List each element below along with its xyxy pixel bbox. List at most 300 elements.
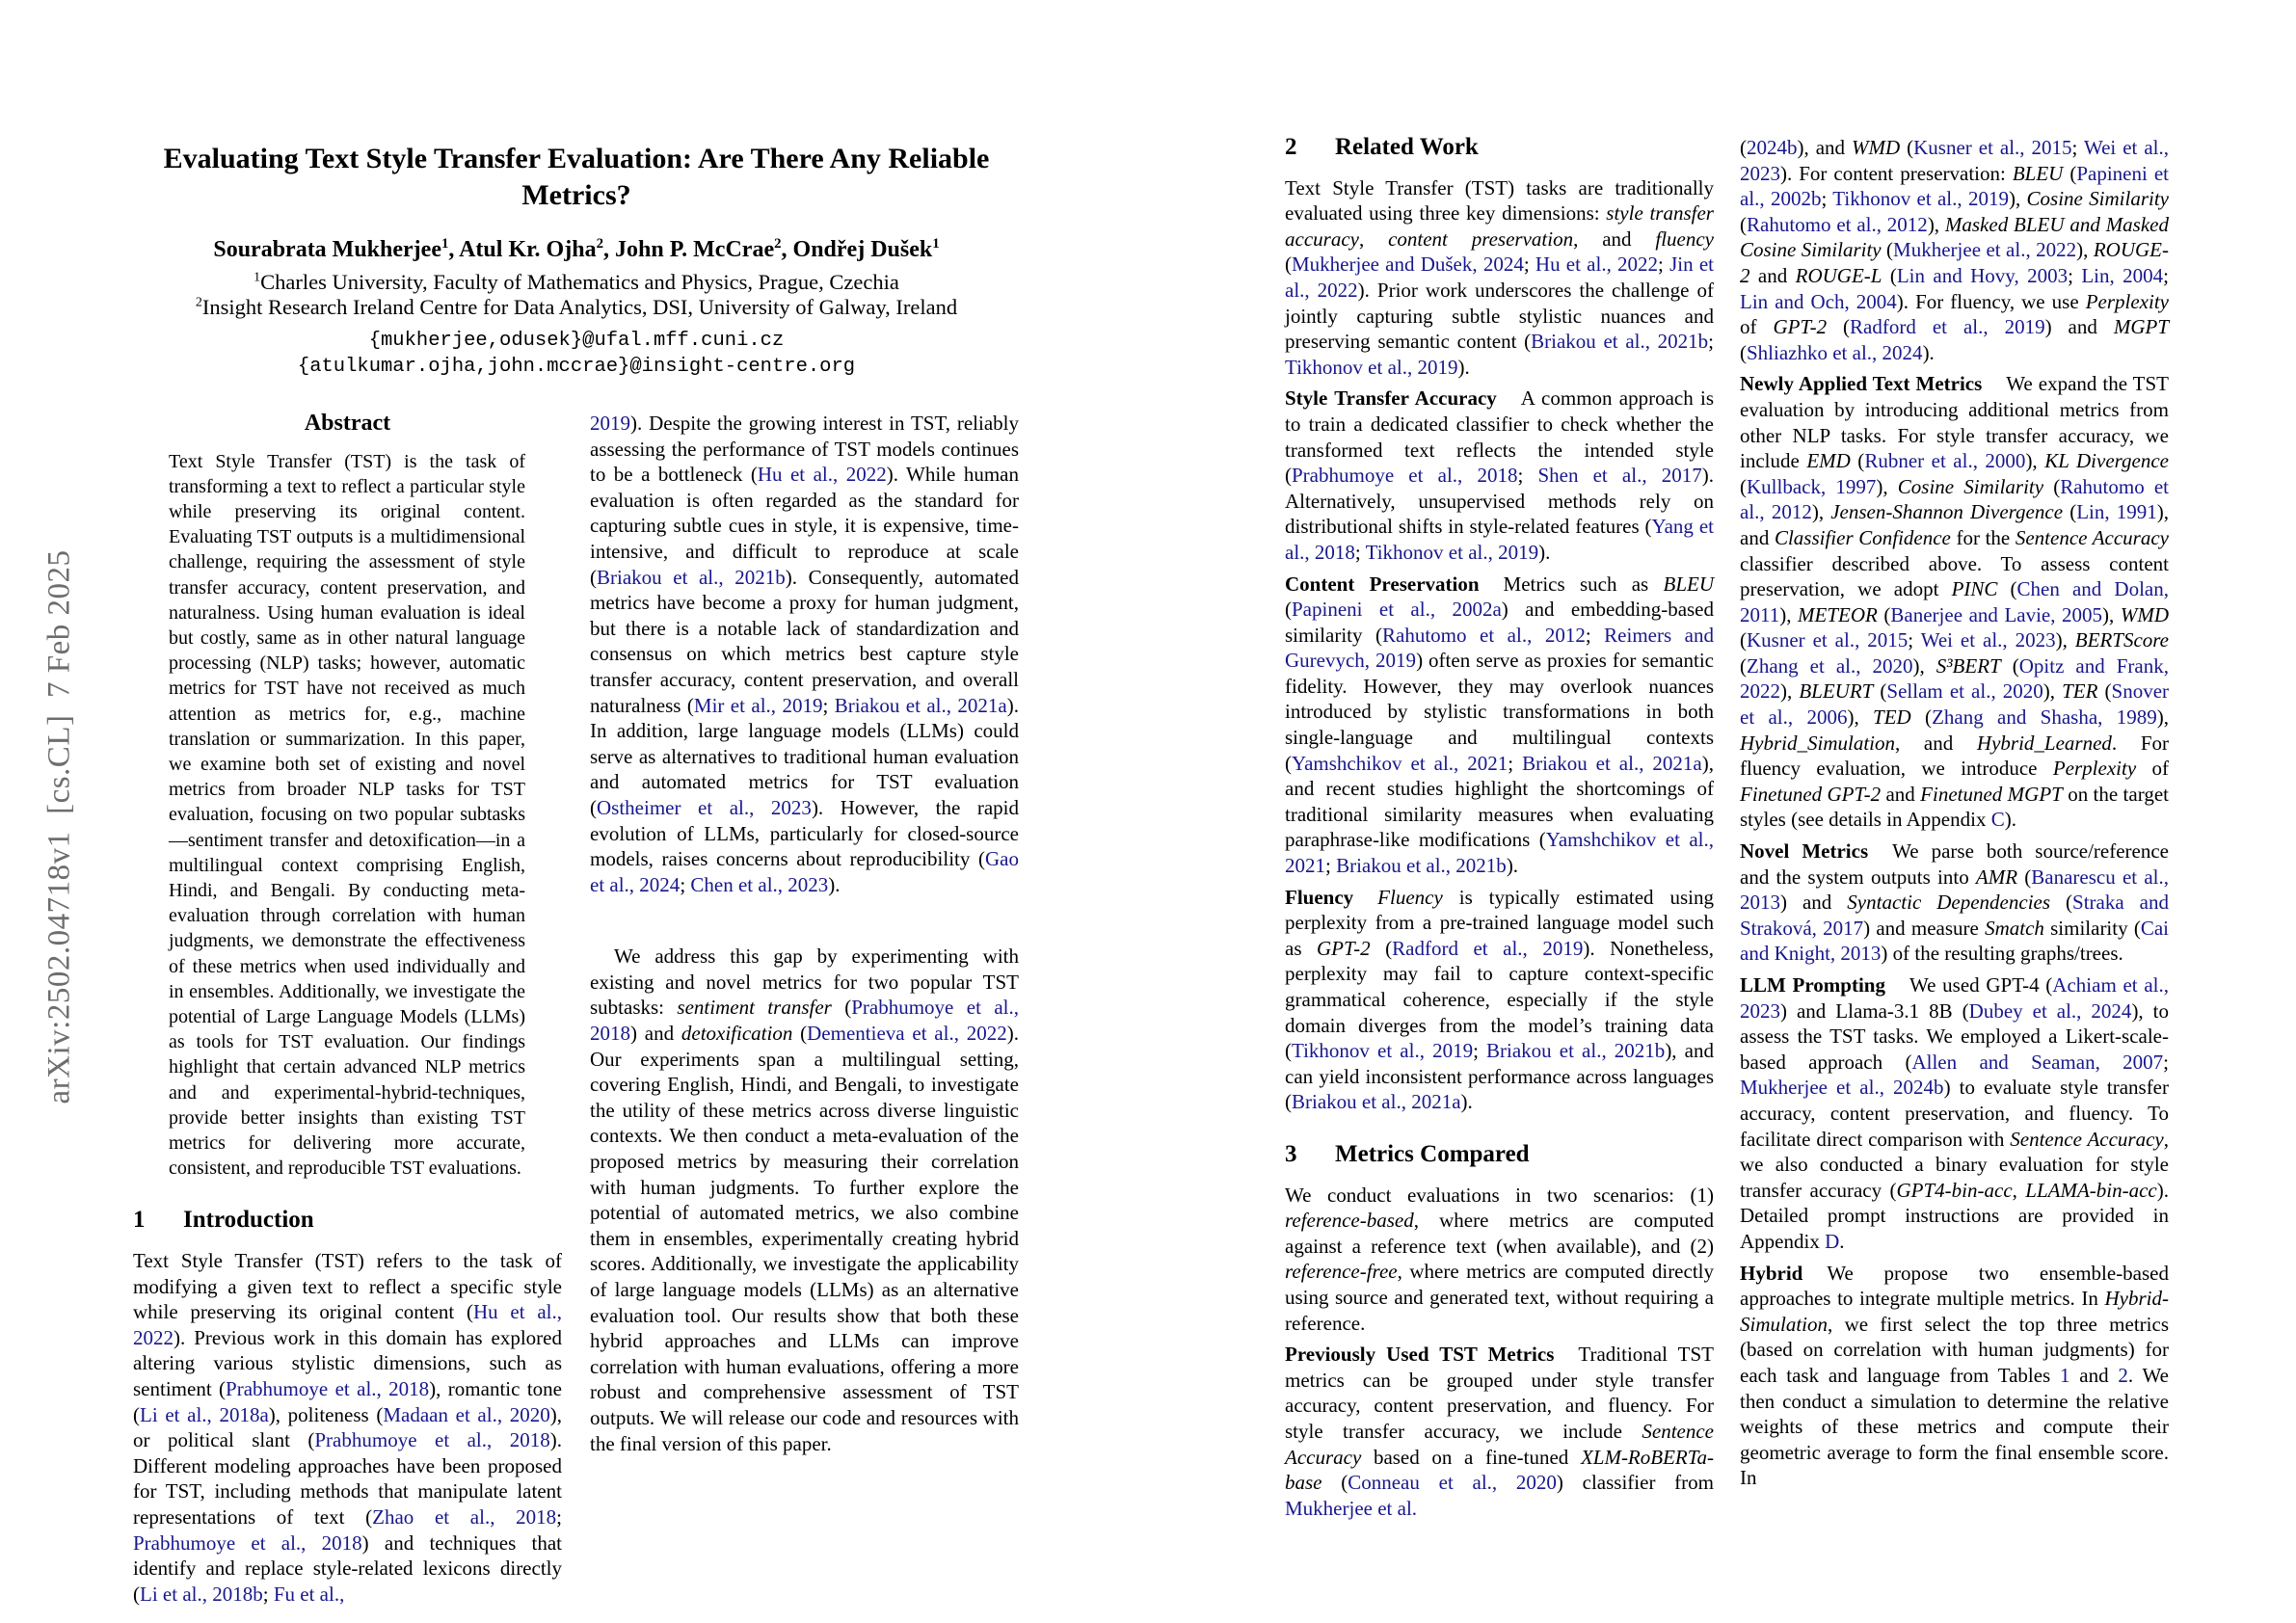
related-work-intro bbox=[1285, 175, 1714, 381]
citation-link[interactable]: Prabhumoye et al., 2018 bbox=[590, 996, 1019, 1046]
text-segment: Masked BLEU and Masked Cosine Similarity bbox=[1740, 212, 2169, 262]
runin-heading: Style Transfer Accuracy bbox=[1285, 386, 1497, 411]
text-segment: ; bbox=[1354, 540, 1366, 564]
text-segment: ). For fluency, we use bbox=[1896, 289, 2086, 313]
text-segment: ( bbox=[2063, 500, 2077, 524]
citation-link[interactable]: Prabhumoye et al., 2018 bbox=[226, 1377, 430, 1401]
section-number: 2 bbox=[1285, 134, 1297, 160]
text-segment: ). Detailed prompt instructions are provided in Appendix bbox=[1740, 1178, 2170, 1253]
text-segment: . For fluency evaluation, we introduce bbox=[1740, 731, 2169, 781]
citation-link[interactable]: Prabhumoye et al., 2018 bbox=[133, 1530, 362, 1555]
text-segment: ; bbox=[2068, 263, 2082, 287]
text-segment: style transfer accuracy bbox=[1285, 201, 1714, 251]
text-segment: 1 bbox=[254, 270, 261, 285]
text-segment: . We then conduct a simulation to determine the relative weights of these metrics and compute their geometric average to form the final ensemble score. In bbox=[1740, 1363, 2169, 1490]
text-segment: ), bbox=[2102, 602, 2121, 626]
text-segment: ). Prior work underscores the challenge of jointly capturing subtle stylistic nuances and preserving semantic content ( bbox=[1285, 278, 1715, 354]
citation-link[interactable]: Rahutomo et al., 2012 bbox=[1747, 212, 1928, 236]
affiliation-2 bbox=[133, 295, 1020, 320]
right-page-column-2 bbox=[1740, 135, 2169, 1491]
text-segment: ( bbox=[1910, 705, 1933, 730]
citation-link[interactable]: 2024b bbox=[1747, 136, 1798, 159]
citation-link[interactable]: Briakou et al., 2021a bbox=[1292, 1090, 1461, 1114]
citation-link[interactable]: Wei et al., 2023 bbox=[1920, 628, 2056, 652]
citation-link[interactable]: D bbox=[1825, 1229, 1840, 1253]
previously-used-tst-metrics-continued bbox=[1740, 135, 2169, 365]
abstract-heading: Abstract bbox=[304, 411, 391, 436]
text-segment: ). While human evaluation is often regarded as the standard for capturing subtle cues in style, it is expensive, time-intensive, and difficult to reproduce at scale ( bbox=[590, 463, 1019, 589]
text-segment: ( bbox=[1740, 340, 1747, 364]
text-segment: of bbox=[1740, 315, 1774, 339]
citation-link[interactable]: Prabhumoye et al., 2018 bbox=[1292, 464, 1518, 488]
arxiv-watermark: arXiv:2502.04718v1 [cs.CL] 7 Feb 2025 bbox=[41, 549, 77, 1104]
citation-link[interactable]: Rubner et al., 2000 bbox=[1864, 449, 2026, 473]
text-segment: GPT-2 bbox=[1773, 315, 1828, 339]
text-segment: ). Alternatively, unsupervised methods rely on distributional shifts in style-related features ( bbox=[1285, 464, 1714, 539]
citation-link[interactable]: Kusner et al., 2015 bbox=[1913, 136, 2072, 159]
section-number: 1 bbox=[133, 1207, 146, 1234]
paper-header bbox=[133, 141, 1020, 380]
text-segment: ) and embedding-based similarity ( bbox=[1285, 598, 1715, 647]
text-segment: WMD bbox=[1852, 136, 1901, 159]
text-segment: ; bbox=[1658, 253, 1670, 277]
text-segment: Sentence Accuracy bbox=[1285, 1419, 1714, 1469]
section-heading-metrics-compared bbox=[1285, 1142, 1714, 1168]
citation-link[interactable]: Kusner et al., 2015 bbox=[1747, 628, 1909, 652]
text-segment: S³BERT bbox=[1936, 653, 2001, 678]
text-segment: Hybrid_Simulation bbox=[1740, 731, 1895, 755]
text-segment: ) and measure bbox=[1863, 916, 1986, 940]
text-segment: ). bbox=[1506, 854, 1519, 878]
citation-link[interactable]: Lin, 2004 bbox=[2081, 263, 2164, 287]
citation-link[interactable]: Zhao et al., 2018 bbox=[372, 1505, 557, 1530]
text-segment: ), bbox=[2076, 238, 2094, 262]
citation-link[interactable]: Mukherjee et al. bbox=[1285, 1496, 1418, 1520]
text-segment: ; bbox=[1821, 187, 1833, 211]
text-segment: ). Nonetheless, perplexity may fail to capture context-specific grammatical coherence, especially if the style domain diverges from the model’s training data ( bbox=[1285, 936, 1714, 1063]
runin-heading: Previously Used TST Metrics bbox=[1285, 1343, 1555, 1367]
text-segment: reference-free bbox=[1285, 1260, 1398, 1284]
text-segment: KL Divergence bbox=[2044, 449, 2169, 473]
text-segment: ROUGE-2 bbox=[1740, 238, 2169, 287]
text-segment: , we first select the top three metrics (based on correlation with human judgments) for each task and language from Tables bbox=[1740, 1312, 2169, 1387]
text-segment: ). Previous work in this domain has explored altering various stylistic dimensions, such as sentiment ( bbox=[133, 1325, 562, 1401]
text-segment: GPT4-bin-acc bbox=[1896, 1178, 2013, 1202]
citation-link[interactable]: Li et al., 2018a bbox=[140, 1402, 269, 1426]
text-segment: , Ondřej Dušek bbox=[781, 237, 933, 262]
text-segment: and bbox=[2069, 1363, 2119, 1387]
citation-link[interactable]: Kullback, 1997 bbox=[1747, 474, 1877, 498]
citation-link[interactable]: Lin, 1991 bbox=[2076, 500, 2157, 524]
text-segment: ; bbox=[680, 872, 691, 896]
text-segment: , John P. McCrae bbox=[603, 237, 775, 262]
hybrid-paragraph bbox=[1740, 1261, 2169, 1491]
runin-heading: Hybrid bbox=[1740, 1261, 1803, 1285]
text-segment: BLEU bbox=[2012, 161, 2064, 185]
text-segment: ( bbox=[1882, 263, 1897, 287]
text-segment: ROUGE-L bbox=[1795, 263, 1882, 287]
citation-link[interactable]: Radford et al., 2019 bbox=[1850, 315, 2045, 339]
text-segment: ; bbox=[556, 1505, 562, 1530]
intro-paragraph-part2 bbox=[590, 411, 1019, 897]
text-segment: PINC bbox=[1951, 577, 1998, 601]
text-segment: Finetuned MGPT bbox=[1920, 782, 2063, 806]
email-line-1: {mukherjee,odusek}@ufal.mff.cuni.cz bbox=[368, 330, 785, 352]
text-segment: 2 bbox=[774, 236, 782, 252]
citation-link[interactable]: Tikhonov et al., 2019 bbox=[1285, 355, 1458, 379]
text-segment: ( bbox=[1285, 253, 1292, 277]
text-segment: ; bbox=[2163, 263, 2169, 287]
content-preservation-paragraph bbox=[1285, 572, 1714, 879]
text-segment: ). bbox=[1460, 1090, 1473, 1114]
author-emails bbox=[133, 328, 1020, 380]
text-segment: 2 bbox=[596, 236, 603, 252]
text-segment: ), politeness ( bbox=[268, 1402, 384, 1426]
text-segment: 1 bbox=[932, 236, 940, 252]
fluency-paragraph bbox=[1285, 885, 1714, 1115]
citation-link[interactable]: Snover et al., 2006 bbox=[1740, 679, 2170, 730]
citation-link[interactable]: Tikhonov et al., 2019 bbox=[1365, 540, 1539, 564]
text-segment: ) of the resulting graphs/trees. bbox=[1881, 942, 2123, 966]
text-segment: ; bbox=[1585, 623, 1605, 647]
intro-paragraph-3 bbox=[590, 944, 1019, 1456]
citation-link[interactable]: Rahutomo et al., 2012 bbox=[1382, 623, 1586, 647]
citation-link[interactable]: Shen et al., 2017 bbox=[1537, 464, 1702, 488]
text-segment: ) and bbox=[2044, 315, 2114, 339]
text-segment: Classifier Confidence bbox=[1774, 525, 1951, 549]
citation-link[interactable]: Yamshchikov et al., 2021 bbox=[1292, 751, 1508, 775]
text-segment: ( bbox=[1997, 577, 2017, 601]
citation-link[interactable]: Zhang et al., 2020 bbox=[1747, 653, 1913, 678]
text-segment: Insight Research Ireland Centre for Data Analytics, DSI, University of Galway, Ireland bbox=[201, 295, 958, 319]
citation-link[interactable]: Chen and Dolan, 2011 bbox=[1740, 577, 2169, 626]
text-segment: ) and techniques that identify and replace style-related lexicons directly ( bbox=[133, 1530, 562, 1606]
text-segment: Sentence Accuracy bbox=[2010, 1127, 2164, 1151]
text-segment: ) often serve as proxies for semantic fidelity. However, they may overlook nuances introduced by stylistic transformations in both single-language and multilingual contexts ( bbox=[1285, 649, 1714, 775]
text-segment: ; bbox=[1523, 253, 1535, 277]
text-segment: ), bbox=[2055, 628, 2075, 652]
text-segment: , where metrics are computed directly using source and generated text, without requiring a reference. bbox=[1285, 1260, 1714, 1335]
text-segment: , and bbox=[1573, 226, 1656, 251]
text-segment: ( bbox=[1827, 315, 1851, 339]
text-segment: We conduct evaluations in two scenarios: (1) bbox=[1285, 1183, 1714, 1207]
text-segment: BLEU bbox=[1663, 572, 1714, 596]
text-segment: , where metrics are computed against a reference text (when available), and (2) bbox=[1285, 1209, 1714, 1258]
text-segment: 1 bbox=[441, 236, 449, 252]
text-segment: Metrics such as bbox=[1503, 572, 1664, 596]
text-segment: Perplexity bbox=[2052, 757, 2137, 781]
citation-link[interactable]: Straka and Straková, 2017 bbox=[1740, 891, 2169, 940]
affiliation-1 bbox=[133, 270, 1020, 295]
text-segment: ), and bbox=[1797, 136, 1853, 159]
section-number: 3 bbox=[1285, 1140, 1297, 1167]
text-segment: Finetuned GPT-2 bbox=[1740, 782, 1882, 806]
citation-link[interactable]: Allen and Seaman, 2007 bbox=[1911, 1050, 2164, 1074]
text-segment: , Atul Kr. Ojha bbox=[448, 237, 597, 262]
text-segment: AMR bbox=[1975, 865, 2018, 889]
runin-heading: Newly Applied Text Metrics bbox=[1740, 372, 1983, 396]
citation-link[interactable]: C bbox=[1990, 808, 2005, 832]
text-segment: ) and bbox=[1780, 891, 1848, 915]
text-segment: Text Style Transfer (TST) tasks are traditionally evaluated using three key dimensions: bbox=[1285, 175, 1714, 226]
citation-link[interactable]: Reimers and Gurevych, 2019 bbox=[1285, 623, 1714, 673]
text-segment: . bbox=[1839, 1229, 1845, 1253]
citation-link[interactable]: Radford et al., 2019 bbox=[1392, 936, 1584, 960]
text-segment: ). bbox=[2004, 808, 2016, 832]
citation-link[interactable]: Hu et al., 2022 bbox=[1535, 253, 1659, 277]
text-segment: ), to assess the TST tasks. We employed a Likert-scale-based approach ( bbox=[1740, 998, 2170, 1074]
email-line-2: {atulkumar.ojha,john.mccrae}@insight-centre.org bbox=[297, 356, 856, 378]
text-segment: ; bbox=[1708, 330, 1715, 354]
text-segment: A common approach is to train a dedicated classifier to check whether the transformed text reflects the intended style ( bbox=[1285, 386, 1714, 488]
text-segment: We expand the TST evaluation by introducing additional metrics from other NLP tasks. For style transfer accuracy, we include bbox=[1740, 372, 2169, 473]
citation-link[interactable]: Mukherjee et al., 2024b bbox=[1740, 1076, 1944, 1100]
text-segment: ; bbox=[2163, 1050, 2170, 1074]
section-title: Related Work bbox=[1335, 134, 1479, 160]
text-segment: ). Our experiments span a multilingual setting, covering English, Hindi, and Bengali, to investigate the utility of these metrics across diverse linguistic contexts. We then conduct a meta-evaluation of the proposed metrics by measuring their correlation with human judgments. To further explore the potential of automated metrics, we also combine them in ensembles, experimentally creating hybrid scores. Additionally, we investigate the applicability of large language models (LLMs) as an alternative evaluation tool. Our results show that both these hybrid approaches and LLMs can improve correlation with human evaluations, offering a more robust and comprehensive assessment of TST outputs. We will release our code and resources with the final version of this paper. bbox=[590, 1022, 1019, 1455]
citation-link[interactable]: Gao et al., 2024 bbox=[590, 847, 1019, 896]
citation-link[interactable]: Tikhonov et al., 2019 bbox=[1292, 1039, 1474, 1063]
text-segment: ( bbox=[2000, 653, 2019, 678]
text-segment: ( bbox=[2097, 679, 2112, 704]
text-segment: ; bbox=[262, 1582, 274, 1606]
text-segment: BERTScore bbox=[2074, 628, 2169, 652]
text-segment: ). For content preservation: bbox=[1780, 161, 2013, 185]
text-segment: XLM-RoBERTa-base bbox=[1285, 1445, 1714, 1495]
text-segment: ), bbox=[1912, 653, 1936, 678]
text-segment: WMD bbox=[2120, 602, 2169, 626]
text-segment: Hybrid_Learned bbox=[1976, 731, 2112, 755]
text-segment: ), and recent studies highlight the shortcomings of traditional similarity measures when evaluating paraphrase-like modifications ( bbox=[1285, 751, 1714, 852]
citation-link[interactable]: Mukherjee and Dušek, 2024 bbox=[1292, 253, 1524, 277]
right-page-column-1 bbox=[1285, 135, 1714, 1521]
text-segment: GPT-2 bbox=[1317, 936, 1371, 960]
text-segment: ). bbox=[1922, 340, 1935, 364]
citation-link[interactable]: Mir et al., 2019 bbox=[693, 693, 823, 717]
previously-used-tst-metrics-paragraph bbox=[1285, 1342, 1714, 1521]
citation-link[interactable]: 1 bbox=[2060, 1363, 2070, 1387]
text-segment: ; bbox=[1325, 854, 1337, 878]
citation-link[interactable]: Ostheimer et al., 2023 bbox=[597, 795, 812, 819]
text-segment: ), bbox=[2156, 705, 2170, 730]
left-page-column-1 bbox=[133, 411, 562, 1607]
text-segment: and bbox=[1749, 263, 1796, 287]
text-segment: ; bbox=[2071, 136, 2084, 159]
text-segment: ( bbox=[1873, 679, 1887, 704]
citation-link[interactable]: 2 bbox=[2118, 1363, 2128, 1387]
text-segment: ( bbox=[1370, 936, 1393, 960]
text-segment: ), and bbox=[1740, 500, 2170, 549]
text-segment: We used GPT-4 ( bbox=[1909, 973, 2053, 997]
citation-link[interactable]: Achiam et al., 2023 bbox=[1740, 973, 2169, 1023]
text-segment: We address this gap by experimenting with existing and novel metrics for two popular TST subtasks: bbox=[590, 945, 1019, 1020]
text-segment: Perplexity bbox=[2085, 289, 2169, 313]
runin-heading: Fluency bbox=[1285, 885, 1354, 909]
text-segment: content preservation bbox=[1388, 226, 1574, 251]
citation-link[interactable]: Yamshchikov et al., 2021 bbox=[1285, 828, 1714, 878]
citation-link[interactable]: Li et al., 2018b bbox=[140, 1582, 263, 1606]
section-heading-related-work bbox=[1285, 135, 1714, 161]
text-segment: ; bbox=[1508, 751, 1523, 775]
text-segment: , bbox=[1358, 226, 1389, 251]
text-segment: on the target styles (see details in Appendix bbox=[1740, 782, 2169, 832]
text-segment: based on a fine-tuned bbox=[1361, 1445, 1581, 1469]
text-segment: Cosine Similarity bbox=[1897, 474, 2044, 498]
text-segment: Text Style Transfer (TST) is the task of transforming a text to reflect a particular style while preserving its original content. Evaluating TST outputs is a multidimensional challenge, requiring the assessment of style transfer accuracy, content preservation, and naturalness. Using human evaluation is ideal but costly, same as in other natural language processing (NLP) tasks; however, automatic metrics for TST have not received as much attention as metrics for, e.g., machine translation or summarization. In this paper, we examine both set of existing and novel metrics from broader NLP tasks for TST evaluation, focusing on two popular subtasks—sentiment transfer and detoxification—in a multilingual context comprising English, Hindi, and Bengali. By conducting meta-evaluation through correlation with human judgments, we demonstrate the effectiveness of these metrics when used individually and in ensembles. Additionally, we investigate the potential of Large Language Models (LLMs) as tools for TST evaluation. Our findings highlight that certain advanced NLP metrics and and experimental-hybrid-techniques, provide better insights than existing TST metrics for delivering more accurate, consistent, and reproducible TST evaluations. bbox=[169, 450, 525, 1180]
text-segment: ( bbox=[2043, 474, 2061, 498]
citation-link[interactable]: Briakou et al., 2021a bbox=[834, 693, 1007, 717]
citation-link[interactable]: Briakou et al., 2021b bbox=[1336, 854, 1507, 878]
text-segment: EMD bbox=[1806, 449, 1851, 473]
citation-link[interactable]: Zhang and Shasha, 1989 bbox=[1932, 705, 2157, 730]
text-segment: ; bbox=[1908, 628, 1921, 652]
citation-link[interactable]: Lin and Och, 2004 bbox=[1740, 289, 1897, 313]
newly-applied-text-metrics-paragraph bbox=[1740, 371, 2169, 833]
text-segment: ), or political slant ( bbox=[133, 1402, 562, 1452]
citation-link[interactable]: Papineni et al., 2002a bbox=[1292, 598, 1502, 622]
text-segment: ( bbox=[2017, 865, 2032, 889]
text-segment: ). Despite the growing interest in TST, reliably assessing the performance of TST models continues to be a bottleneck ( bbox=[590, 412, 1019, 487]
text-segment: ), bbox=[1927, 212, 1945, 236]
text-segment: Fluency bbox=[1377, 885, 1443, 909]
text-segment: Sentence Accuracy bbox=[2015, 525, 2169, 549]
text-segment: ( bbox=[792, 1022, 808, 1046]
citation-link[interactable]: Sellam et al., 2020 bbox=[1886, 679, 2043, 704]
text-segment: ; bbox=[1473, 1039, 1487, 1063]
citation-link[interactable]: Briakou et al., 2021b bbox=[597, 565, 786, 589]
text-segment: ). bbox=[828, 872, 841, 896]
text-segment: ) to evaluate style transfer accuracy, content preservation, and fluency. To facilitate direct comparison with bbox=[1740, 1076, 2169, 1151]
citation-link[interactable]: Madaan et al., 2020 bbox=[383, 1402, 550, 1426]
citation-link[interactable]: Wei et al., 2023 bbox=[1740, 136, 2169, 185]
text-segment: ( bbox=[1881, 238, 1894, 262]
citation-link[interactable]: Shliazhko et al., 2024 bbox=[1747, 340, 1923, 364]
text-segment: ) and bbox=[630, 1022, 681, 1046]
text-segment: ), and can yield inconsistent performance across languages ( bbox=[1285, 1039, 1714, 1114]
text-segment: ). In addition, large language models (LLMs) could serve as alternatives to traditional human evaluation and automated metrics for TST evaluation ( bbox=[590, 693, 1020, 819]
text-segment: LLAMA-bin-acc bbox=[2025, 1178, 2157, 1202]
citation-link[interactable]: Dementieva et al., 2022 bbox=[807, 1022, 1007, 1046]
citation-link[interactable]: Conneau et al., 2020 bbox=[1348, 1471, 1557, 1495]
citation-link[interactable]: Briakou et al., 2021b bbox=[1531, 330, 1709, 354]
text-segment: MGPT bbox=[2113, 315, 2169, 339]
text-segment: classifier described above. To assess content preservation, we adopt bbox=[1740, 551, 2169, 601]
text-segment: ), bbox=[2008, 187, 2027, 211]
text-segment: ). bbox=[1538, 540, 1551, 564]
text-segment: ( bbox=[1740, 474, 1747, 498]
section-heading-introduction bbox=[133, 1208, 562, 1234]
text-segment: ), romantic tone ( bbox=[133, 1377, 562, 1426]
text-segment: ; bbox=[822, 693, 835, 717]
text-segment: ), bbox=[2025, 449, 2045, 473]
text-segment: 2 bbox=[195, 295, 202, 310]
text-segment: BLEURT bbox=[1799, 679, 1874, 704]
abstract-body bbox=[169, 449, 525, 1182]
text-segment: similarity ( bbox=[2043, 916, 2141, 940]
citation-link[interactable]: Mukherjee et al., 2022 bbox=[1893, 238, 2077, 262]
text-segment: Smatch bbox=[1985, 916, 2044, 940]
citation-link[interactable]: Banerjee and Lavie, 2005 bbox=[1890, 602, 2103, 626]
text-segment: sentiment transfer bbox=[677, 996, 832, 1020]
text-segment: ( bbox=[1740, 136, 1747, 159]
llm-prompting-paragraph bbox=[1740, 972, 2169, 1255]
citation-link[interactable]: Dubey et al., 2024 bbox=[1968, 998, 2132, 1023]
text-segment: ( bbox=[1900, 136, 1914, 159]
text-segment: ( bbox=[2050, 891, 2073, 915]
text-segment: ), bbox=[1876, 474, 1898, 498]
citation-link[interactable]: Briakou et al., 2021a bbox=[1522, 751, 1702, 775]
text-segment: for the bbox=[1950, 525, 2016, 549]
citation-link[interactable]: Hu et al., 2022 bbox=[133, 1300, 562, 1349]
text-segment: fluency bbox=[1655, 226, 1714, 251]
text-segment: ( bbox=[1740, 628, 1747, 652]
text-segment: ( bbox=[1285, 598, 1292, 622]
text-segment: ). bbox=[1457, 355, 1470, 379]
text-segment: ; bbox=[1517, 464, 1538, 488]
text-segment: ( bbox=[831, 996, 852, 1020]
text-segment: , and bbox=[1895, 731, 1977, 755]
citation-link[interactable]: Opitz and Frank, 2022 bbox=[1740, 653, 2169, 704]
citation-link[interactable]: Lin and Hovy, 2003 bbox=[1896, 263, 2069, 287]
text-segment: ), bbox=[1811, 500, 1831, 524]
text-segment: ). Different modeling approaches have been proposed for TST, including methods that manipulate latent representations of text ( bbox=[133, 1428, 562, 1530]
citation-link[interactable]: Fu et al., bbox=[273, 1582, 345, 1606]
citation-link[interactable]: Yang et al., 2018 bbox=[1285, 515, 1714, 564]
citation-link[interactable]: Jin et al., 2022 bbox=[1285, 253, 1714, 302]
runin-heading: Novel Metrics bbox=[1740, 839, 1869, 864]
text-segment: Text Style Transfer (TST) refers to the task of modifying a given text to reflect a specific style while preserving its original content ( bbox=[133, 1249, 562, 1324]
section-title: Metrics Compared bbox=[1335, 1140, 1530, 1167]
text-segment: , bbox=[2012, 1178, 2026, 1202]
citation-link[interactable]: Banarescu et al., 2013 bbox=[1740, 865, 2169, 915]
text-segment: ), bbox=[1847, 705, 1874, 730]
text-segment: Cosine Similarity bbox=[2026, 187, 2169, 211]
text-segment: is typically estimated using perplexity from a pre-trained language model such as bbox=[1285, 885, 1714, 960]
citation-link[interactable]: Papineni et al., 2002b bbox=[1740, 161, 2169, 211]
section-title: Introduction bbox=[183, 1207, 314, 1234]
citation-link[interactable]: Rahutomo et al., 2012 bbox=[1740, 474, 2170, 524]
text-segment: ). However, the rapid evolution of LLMs, particularly for closed-source models, raises concerns about reproducibility ( bbox=[590, 795, 1019, 871]
text-segment: and bbox=[1881, 782, 1921, 806]
text-segment: TER bbox=[2062, 679, 2098, 704]
runin-heading: Content Preservation bbox=[1285, 572, 1480, 596]
text-segment: Jensen-Shannon Divergence bbox=[1830, 500, 2064, 524]
text-segment: Syntactic Dependencies bbox=[1847, 891, 2051, 915]
runin-heading: LLM Prompting bbox=[1740, 973, 1885, 997]
intro-paragraph-part1 bbox=[133, 1248, 562, 1607]
text-segment: ( bbox=[1322, 1471, 1348, 1495]
text-segment: Charles University, Faculty of Mathematics and Physics, Prague, Czechia bbox=[260, 270, 899, 294]
citation-link[interactable]: Cai and Knight, 2013 bbox=[1740, 916, 2169, 966]
text-segment: TED bbox=[1873, 705, 1911, 730]
text-segment: ), bbox=[1779, 602, 1799, 626]
text-segment: ( bbox=[1740, 212, 1747, 236]
text-segment: reference-based bbox=[1285, 1209, 1414, 1233]
citation-link[interactable]: 2019 bbox=[590, 412, 630, 435]
text-segment: , we also conducted a binary evaluation for style transfer accuracy ( bbox=[1740, 1127, 2169, 1202]
citation-link[interactable]: Chen et al., 2023 bbox=[690, 872, 829, 896]
style-transfer-accuracy-paragraph bbox=[1285, 386, 1714, 565]
text-segment: Sourabrata Mukherjee bbox=[213, 237, 441, 262]
text-segment: ( bbox=[2063, 161, 2077, 185]
paper-title: Evaluating Text Style Transfer Evaluation: Are There Any Reliable Metrics? bbox=[163, 143, 990, 211]
citation-link[interactable]: Prabhumoye et al., 2018 bbox=[314, 1428, 550, 1452]
citation-link[interactable]: Briakou et al., 2021b bbox=[1486, 1039, 1666, 1063]
citation-link[interactable]: Hu et al., 2022 bbox=[757, 463, 887, 487]
novel-metrics-paragraph bbox=[1740, 838, 2169, 967]
citation-link[interactable]: Tikhonov et al., 2019 bbox=[1832, 187, 2009, 211]
paper-authors bbox=[133, 237, 1020, 263]
